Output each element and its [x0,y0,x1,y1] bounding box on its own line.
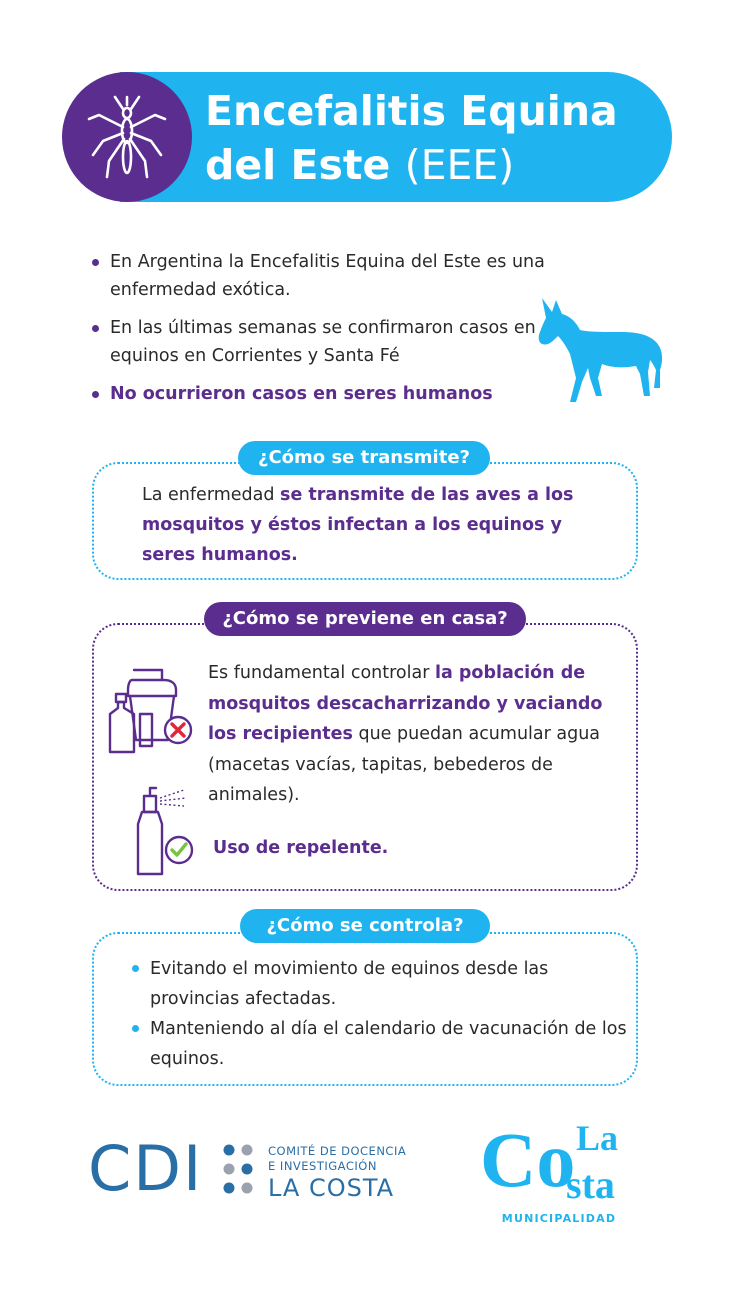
intro-list [88,248,548,418]
intro-item: En las últimas semanas se confirmaron casos en equinos en Corrientes y Santa Fé [88,314,548,370]
transmission-highlight: se transmite de las aves a los mosquitos y éstos infectan a los equinos y seres humanos. [142,485,574,565]
prevention-plain-a: Es fundamental controlar [208,663,430,683]
title-acronym: (EEE) [404,141,515,189]
la-costa-sta: sta [566,1162,615,1207]
cdi-line-1: COMITÉ DE DOCENCIA [268,1144,407,1158]
prevention-text [208,658,628,811]
transmission-text [142,480,602,570]
cdi-la-costa: LA COSTA [268,1174,395,1202]
control-title: ¿Cómo se controla? [240,909,490,943]
prevention-highlight: la población de mosquitos descacharrizando y vaciando los recipientes [208,663,603,744]
transmission-plain: La enfermedad [142,485,275,505]
control-list [130,954,630,1074]
municipality-label: MUNICIPALIDAD [501,1212,617,1225]
prevention-plain-c: que puedan acumular agua (macetas vacías, tapitas, bebederos de animales). [208,724,601,805]
title-line-2 [205,138,618,192]
la-costa-co: Co [480,1116,576,1203]
page-title [205,84,618,192]
mosquito-badge [62,72,192,202]
cdi-logo-letters: CDI [88,1132,204,1205]
horse-icon [536,292,668,408]
cdi-dots-logo [222,1143,262,1201]
control-item: Evitando el movimiento de equinos desde las provincias afectadas. [130,954,630,1014]
title-line-1: Encefalitis Equina [205,87,618,135]
title-bold: del Este [205,141,391,189]
la-costa-la: La [576,1118,619,1158]
containers-icon [106,662,194,758]
prevention-title: ¿Cómo se previene en casa? [204,602,526,636]
cdi-line-2: E INVESTIGACIÓN [268,1159,377,1173]
repellent-spray-icon [122,784,198,876]
repellent-text: Uso de repelente. [213,838,389,858]
la-costa-logo [476,1112,646,1212]
cdi-committee-text [268,1144,406,1174]
control-item: Manteniendo al día el calendario de vacunación de los equinos. [130,1014,630,1074]
mosquito-icon [79,89,175,185]
transmission-title: ¿Cómo se transmite? [238,441,490,475]
intro-item: En Argentina la Encefalitis Equina del Este es una enfermedad exótica. [88,248,548,304]
intro-item-highlight: No ocurrieron casos en seres humanos [88,380,548,408]
